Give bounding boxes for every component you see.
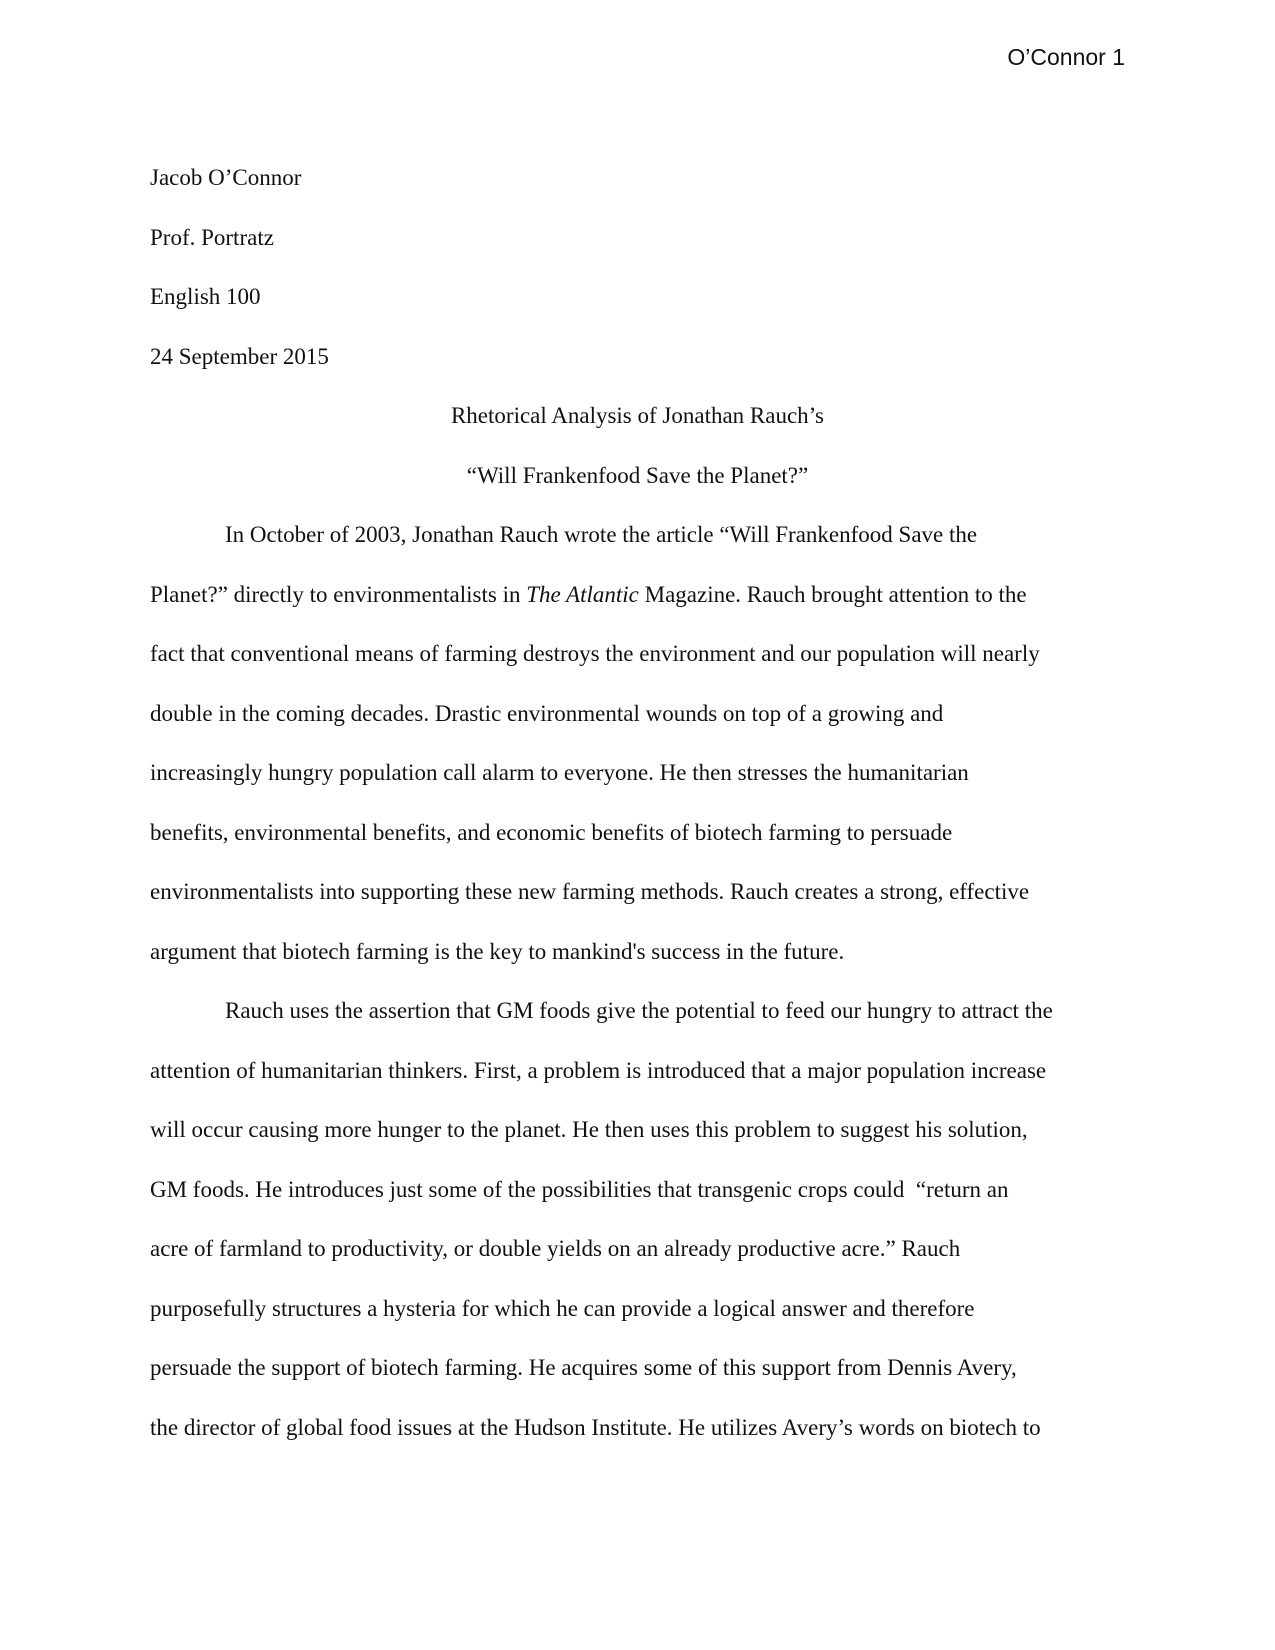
course-name: English 100 — [150, 284, 261, 309]
paragraph-1-line-5: increasingly hungry population call alarm to everyone. He then stresses the humanitarian — [150, 760, 969, 785]
paragraph-2-line-6: purposefully structures a hysteria for which he can provide a logical answer and therefore — [150, 1295, 975, 1321]
paragraph-1-line-3: fact that conventional means of farming destroys the environment and our population will nearly — [150, 641, 1040, 666]
paragraph-1-line-8: argument that biotech farming is the key to mankind's success in the future. — [150, 938, 845, 964]
essay-title-line-2: “Will Frankenfood Save the Planet?” — [466, 462, 809, 488]
paragraph-2-line-1: Rauch uses the assertion that GM foods give the potential to feed our hungry to attract the — [225, 998, 1053, 1023]
paragraph-1-line-6: benefits, environmental benefits, and economic benefits of biotech farming to persuade — [150, 819, 953, 845]
paragraph-2-line-7: persuade the support of biotech farming. He acquires some of this support from Dennis Avery, — [150, 1355, 1017, 1380]
submission-date: 24 September 2015 — [150, 343, 329, 369]
instructor-name: Prof. Portratz — [150, 224, 274, 250]
paragraph-2 — [150, 981, 1125, 1457]
essay-title-line-1: Rhetorical Analysis of Jonathan Rauch’s — [450, 403, 825, 428]
paragraph-1-line-2-end: Magazine. Rauch brought attention to the — [638, 581, 1027, 607]
student-name: Jacob O’Connor — [150, 165, 302, 190]
paragraph-1 — [150, 505, 1125, 981]
paragraph-1-line-2-start: Planet?” directly to environmentalists in — [150, 581, 527, 607]
document-body — [150, 148, 1125, 1457]
paragraph-1-line-2 — [150, 565, 1125, 625]
paragraph-1-line-7: environmentalists into supporting these new farming methods. Rauch creates a strong, effective — [150, 879, 1030, 904]
paragraph-2-line-4: GM foods. He introduces just some of the possibilities that transgenic crops could “return an — [150, 1176, 1009, 1202]
paragraph-2-line-3: will occur causing more hunger to the planet. He then uses this problem to suggest his solution, — [150, 1117, 1028, 1142]
running-head: O’Connor 1 — [1007, 44, 1125, 70]
paragraph-2-line-2: attention of humanitarian thinkers. First, a problem is introduced that a major population increase — [150, 1057, 1047, 1083]
paragraph-2-line-8: the director of global food issues at the Hudson Institute. He utilizes Avery’s words on biotech to — [150, 1414, 1041, 1440]
paragraph-2-line-5: acre of farmland to productivity, or double yields on an already productive acre.” Rauch — [150, 1236, 961, 1261]
publication-title: The Atlantic — [526, 581, 639, 607]
paragraph-1-line-4: double in the coming decades. Drastic environmental wounds on top of a growing and — [150, 700, 944, 726]
paragraph-1-line-1: In October of 2003, Jonathan Rauch wrote the article “Will Frankenfood Save the — [225, 522, 978, 547]
